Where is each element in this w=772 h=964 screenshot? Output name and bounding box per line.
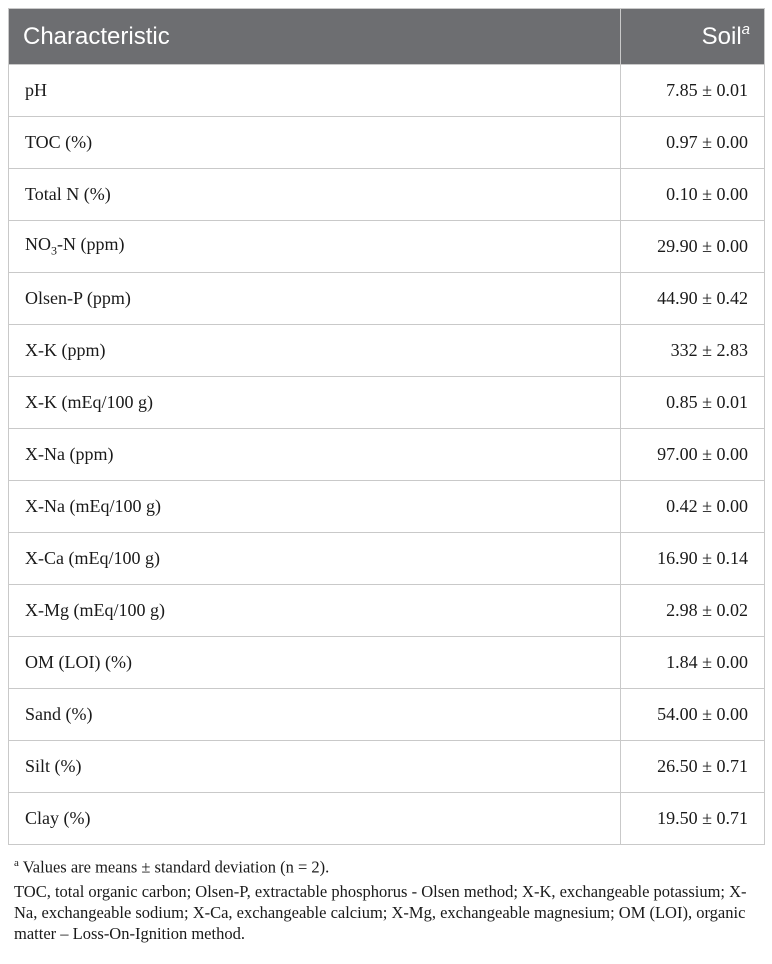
table-header-row bbox=[9, 9, 765, 65]
table-row bbox=[9, 273, 765, 325]
row-label: X-K (ppm) bbox=[9, 325, 621, 377]
row-label bbox=[9, 221, 621, 273]
table-row bbox=[9, 429, 765, 481]
soil-characteristics-table-container bbox=[8, 8, 764, 944]
abbreviations-legend: TOC, total organic carbon; Olsen-P, extractable phosphorus - Olsen method; X-K, exchangeable potassium; X-Na, exchangeable sodium; X-Ca, exchangeable calcium; X-Mg, exchangeable magnesium; OM (LOI), organic matter – Loss-On-Ignition method. bbox=[14, 881, 747, 943]
row-label: X-Na (mEq/100 g) bbox=[9, 481, 621, 533]
footnote-a-marker: a bbox=[14, 857, 19, 869]
row-value: 1.84 ± 0.00 bbox=[621, 637, 765, 689]
footnote-a-text: Values are means ± standard deviation (n = 2). bbox=[18, 857, 330, 877]
soil-characteristics-table bbox=[8, 8, 765, 845]
row-label-prefix: NO bbox=[25, 234, 51, 255]
column-header-soil-label: Soil bbox=[701, 22, 742, 50]
footnote-marker: a bbox=[741, 20, 750, 38]
column-header-characteristic: Characteristic bbox=[9, 9, 621, 65]
row-value: 16.90 ± 0.14 bbox=[621, 533, 765, 585]
row-label: Clay (%) bbox=[9, 793, 621, 845]
table-row bbox=[9, 325, 765, 377]
table-row bbox=[9, 169, 765, 221]
row-label: X-Mg (mEq/100 g) bbox=[9, 585, 621, 637]
row-label: Total N (%) bbox=[9, 169, 621, 221]
row-label: pH bbox=[9, 65, 621, 117]
table-row bbox=[9, 377, 765, 429]
row-value: 54.00 ± 0.00 bbox=[621, 689, 765, 741]
row-label-suffix: -N (ppm) bbox=[57, 234, 125, 255]
row-label: X-K (mEq/100 g) bbox=[9, 377, 621, 429]
row-value: 0.85 ± 0.01 bbox=[621, 377, 765, 429]
row-value: 332 ± 2.83 bbox=[621, 325, 765, 377]
row-label: Olsen-P (ppm) bbox=[9, 273, 621, 325]
table-row bbox=[9, 793, 765, 845]
table-row bbox=[9, 585, 765, 637]
row-value: 44.90 ± 0.42 bbox=[621, 273, 765, 325]
row-label: OM (LOI) (%) bbox=[9, 637, 621, 689]
table-row bbox=[9, 221, 765, 273]
row-label: TOC (%) bbox=[9, 117, 621, 169]
row-value: 7.85 ± 0.01 bbox=[621, 65, 765, 117]
row-value: 0.97 ± 0.00 bbox=[621, 117, 765, 169]
row-label: X-Na (ppm) bbox=[9, 429, 621, 481]
table-row bbox=[9, 637, 765, 689]
table-row bbox=[9, 689, 765, 741]
row-label-subscript: 3 bbox=[51, 243, 57, 258]
row-label: Silt (%) bbox=[9, 741, 621, 793]
row-value: 19.50 ± 0.71 bbox=[621, 793, 765, 845]
row-label: X-Ca (mEq/100 g) bbox=[9, 533, 621, 585]
row-value: 0.10 ± 0.00 bbox=[621, 169, 765, 221]
table-row bbox=[9, 117, 765, 169]
footnote-a bbox=[14, 853, 764, 878]
column-header-soil bbox=[621, 9, 765, 65]
table-row bbox=[9, 741, 765, 793]
row-value: 26.50 ± 0.71 bbox=[621, 741, 765, 793]
row-value: 2.98 ± 0.02 bbox=[621, 585, 765, 637]
row-value: 0.42 ± 0.00 bbox=[621, 481, 765, 533]
row-label: Sand (%) bbox=[9, 689, 621, 741]
row-value: 29.90 ± 0.00 bbox=[621, 221, 765, 273]
table-row bbox=[9, 65, 765, 117]
table-row bbox=[9, 533, 765, 585]
table-row bbox=[9, 481, 765, 533]
row-value: 97.00 ± 0.00 bbox=[621, 429, 765, 481]
table-footnotes bbox=[8, 853, 764, 944]
